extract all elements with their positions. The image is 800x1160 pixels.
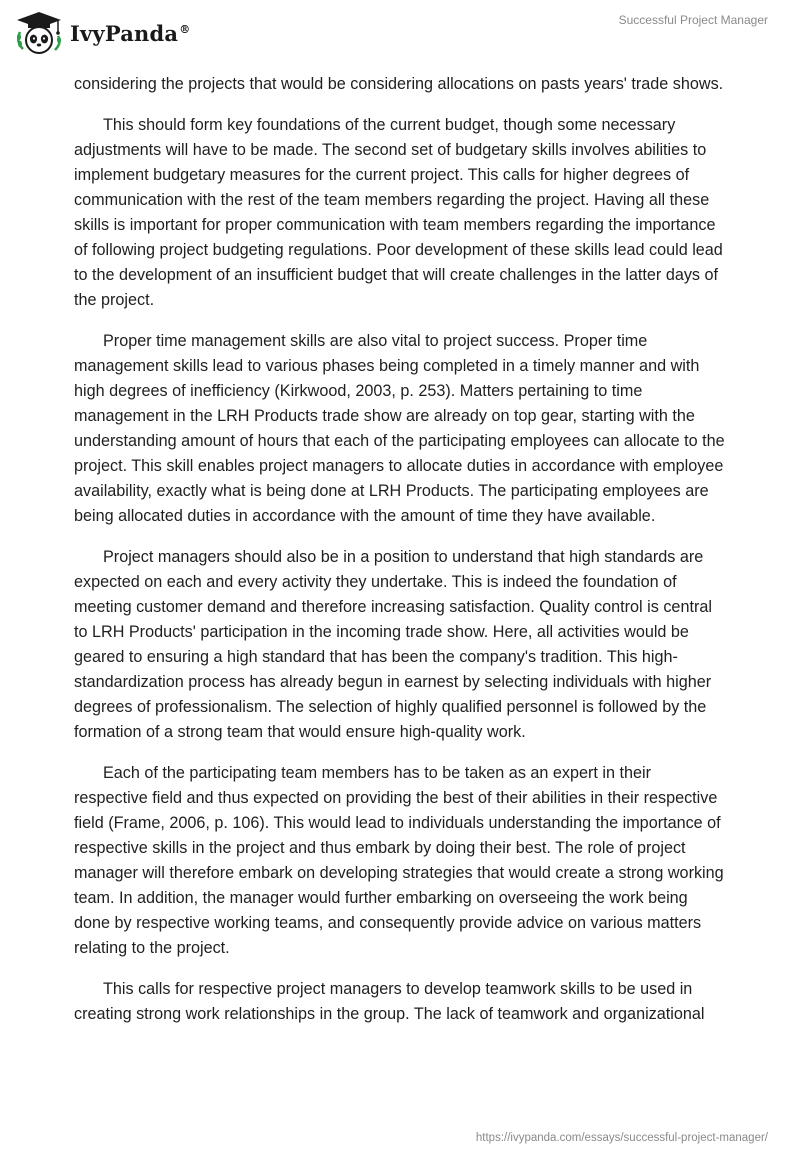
paragraph: This calls for respective project managers to develop teamwork skills to be used in creating strong work relationships in the group. The lack of teamwork and organizational (74, 980, 705, 1023)
panda-graduate-icon (14, 10, 64, 54)
source-url-link[interactable]: https://ivypanda.com/essays/successful-project-manager/ (475, 1132, 768, 1144)
paragraph: Each of the participating team members has to be taken as an expert in their respective field and thus expected on providing the best of their abilities in their respective field (Frame, 2006, p. 106). This would lead to individuals understanding the importance of respective skills in the project and thus embark by doing their best. The role of project manager will therefore embark on developing strategies that would create a strong working team. In addition, the manager would further embarking on overseeing the work being done by respective working teams, and consequently provide advice on various matters relating to the project. (74, 764, 724, 957)
ivypanda-logo[interactable] (14, 10, 190, 54)
document-title: Successful Project Manager (618, 13, 768, 27)
page-header (0, 0, 800, 66)
paragraph: Project managers should also be in a position to understand that high standards are expected on each and every activity they undertake. This is indeed the foundation of meeting customer demand and therefore increasing satisfaction. Quality control is central to LRH Products' participation in the incoming trade show. Here, all activities would be geared to ensuring a high standard that has been the company's tradition. This high-standardization process has already begun in earnest by selecting individuals with higher degrees of professionalism. The selection of highly qualified personnel is followed by the formation of a strong team that would ensure high-quality work. (74, 548, 712, 741)
paragraph: considering the projects that would be considering allocations on pasts years' trade shows. (74, 75, 724, 93)
brand-label: IvyPanda (70, 20, 179, 46)
paragraph: This should form key foundations of the current budget, though some necessary adjustments will have to be made. The second set of budgetary skills involves abilities to implement budgetary measures for the current project. This calls for higher degrees of communication with the rest of the team members regarding the project. Having all these skills is important for proper communication with team members regarding the importance of following project budgeting regulations. Poor development of these skills lead could lead to the development of an insufficient budget that will create challenges in the latter days of the project. (74, 116, 723, 309)
paragraph: Proper time management skills are also vital to project success. Proper time management skills lead to various phases being completed in a timely manner and with high degrees of inefficiency (Kirkwood, 2003, p. 253). Matters pertaining to time management in the LRH Products trade show are already on top gear, starting with the understanding amount of hours that each of the participating employees can allocate to the project. This skill enables project managers to allocate duties in accordance with employee availability, exactly what is being done at LRH Products. The participating employees are being allocated duties in accordance with the amount of time they have available. (74, 332, 725, 525)
essay-body (74, 72, 728, 1043)
brand-name (70, 21, 190, 46)
registered-mark: ® (179, 22, 191, 36)
